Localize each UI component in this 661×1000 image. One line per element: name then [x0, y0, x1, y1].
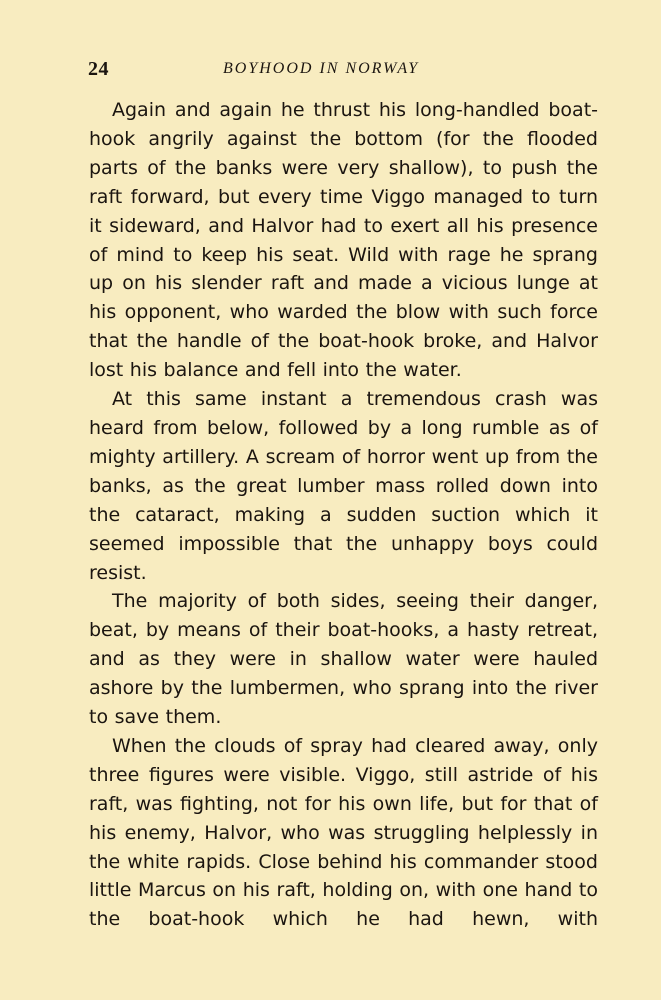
paragraph: At this same instant a tremendous crash was heard from below, followed by a long rumble as of mighty artillery. A scream of horror went up from the banks, as the great lumber mass rolled down into the cataract, making a sudden suction which it seemed impossible that the unhappy boys could resist. [89, 388, 598, 584]
running-head [88, 58, 598, 84]
book-title: BOYHOOD IN NORWAY [223, 60, 420, 77]
paragraph: The majority of both sides, seeing their danger, beat, by means of their boat-hooks, a hasty retreat, and as they were in shallow water were hauled ashore by the lumbermen, who sprang into the river to save them. [89, 590, 598, 729]
paragraph: When the clouds of spray had cleared away, only three figures were visible. Viggo, still astride of his raft, was fighting, not for his own life, but for that of his enemy, Halvor, who was struggling helplessly in the white rapids. Close behind his commander stood little Marcus on his raft, holding on, with one hand to the boat-hook which he had hewn, with [89, 734, 598, 931]
body-text [89, 96, 598, 934]
paragraph: Again and again he thrust his long-handled boat-hook angrily against the bottom (for the flooded parts of the banks were very shallow), to push the raft forward, but every time Viggo managed to turn it sideward, and Halvor had to exert all his presence of mind to keep his seat. Wild with rage he sprang up on his slender raft and made a vicious lunge at his opponent, who warded the blow with such force that the handle of the boat-hook broke, and Halvor lost his balance and fell into the water. [89, 99, 598, 382]
page-number: 24 [88, 58, 109, 80]
